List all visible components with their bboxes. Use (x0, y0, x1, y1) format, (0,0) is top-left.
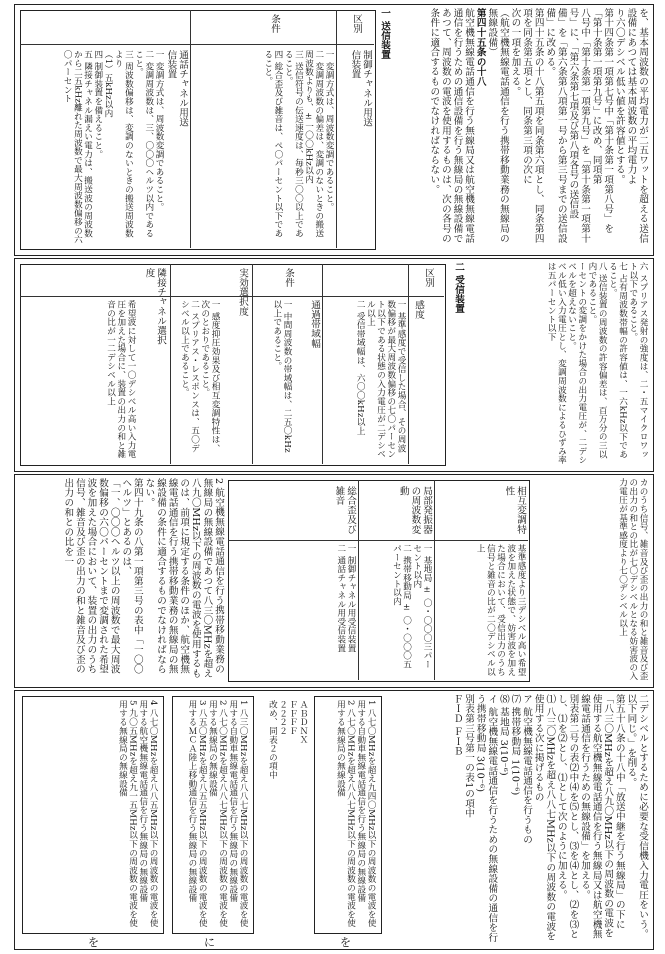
band4-right-2: 別表第二号の表⑵中⑷を⑸とし、⑶を⑷とし、⑵を⑶とし、⑴を⑵とし、⑴として次のように加える。 (555, 694, 579, 939)
band1-row-1-cond-0: 一 変調方式は、周波数変調であること。 (154, 50, 164, 212)
band2-row-2-cond-1: 二 スプリアス・レスポンスは、五〇デシベル以上であること。 (179, 300, 200, 453)
band2-row-3-conditions (24, 300, 136, 460)
band4-box-0-items (318, 700, 376, 928)
band4-right-4: ア 航空機無線電話通信を行うもの (521, 694, 533, 845)
band2-row-2-cond-0: 一 感度抑圧効果及び相互変調特性は、次のとおりであること。 (199, 300, 220, 453)
band4-right-1: 第五十八条の十八中「放送中継を行う無線局」の下に「八三〇MHzを超え八九〇MHz以下の周波数の電波を使用する航空機無線電話通信を行う無線局又は航空機無線電話通信を行うための無線設備」を加える。 (579, 694, 625, 939)
band4-right-7: イ 航空機無線電話通信を行うための無線設備の通信を行う携帯移動局 3(10⁻⁶) (474, 694, 498, 943)
band2-header-kubetsu: 区別 (423, 268, 434, 288)
band1-row-0-cond-1: 二 変調周波数の偏差は、変調のないときの搬送周波数よりも、±一〇〇kHz以内 (303, 50, 324, 238)
band4-box-1-item-2: 3 八五〇MHzを超え八五五MHz以下の周波数の電波を使用するＭＣＡ陸上移動通信を行う無線局の無線設備 (186, 700, 208, 928)
band2-row-0-cond-0: 一 基準感度で受信した場合、その周波数偏移が最大周波数偏移の七〇パーセント以下である状態の入力電圧が二デシベル以上 (365, 300, 406, 459)
band1-row-0-cond-3: 四 総合歪及び雑音は、ぺ〇パーセント以下であること。 (262, 50, 283, 238)
band2-header-joken: 条件 (283, 268, 294, 288)
band4-box-1-foot: に (204, 936, 215, 949)
band4-box-2-items (26, 700, 158, 928)
band1-table-row-divider (336, 10, 337, 248)
band3-left-text (20, 478, 224, 682)
band2-row-1-conditions (256, 300, 292, 460)
band1-para-4: 備」を「第六条第八項第一号から第三号までの送信設備」に改める。 (544, 8, 567, 244)
band3-left-para-2: 「一、〇〇〇ヘルツ以上の周波数で最大周波数偏移の六〇パーセントまで変調された希望波を加えた場合において、装置の出力のうち信号、雑音及び歪の出力の和と雑音及び歪の出力の和との比を一 (62, 478, 120, 674)
band1-text (390, 8, 648, 248)
band3-right-0: カのうち信号、雑音及び歪の出力の和と雑音及び歪の出力の和との比が七〇デシベルとなる妨害波の入力電圧が基準感度より七〇デシベル以上 (617, 478, 648, 681)
band2-row-3-cond-0: 希望波に対して一〇デシベル高い入力電圧を加えた場合に、装置の出力の和と雑音の比が一二デシベル以上 (105, 300, 136, 459)
band2-row-div-2 (252, 264, 253, 464)
band4-label-2: ２２２２ (277, 700, 288, 736)
band1-row-1-cond-1: 二 変調周波数は、三、〇〇〇ヘルツ以内であること。 (133, 50, 154, 238)
band4-box-2-item-1: 5 九〇五MHzを超え九一五MHz以下の周波数の電波を使用する無線局の無線設備 (117, 700, 138, 928)
band2-col-divider (408, 264, 409, 464)
band1-row-0-label: 制御チャネル用送信装置 (349, 50, 372, 127)
band2-right-2: 八 送信装置の周波数の許容偏差は、百万分の三以内であること。 (586, 262, 608, 459)
band1-row-1-label: 通話チャネル用送信装置 (165, 50, 188, 127)
band2-right-1: 七 占有周波数帯幅の許容値は、一六kHz以下であること。 (607, 262, 628, 459)
band1-row-0-conditions (194, 50, 334, 244)
band2-row-2-conditions (174, 300, 220, 460)
band1-header-kubetsu: 区別 (351, 14, 362, 34)
band1-row-0-cond-2: 三 送信符号の伝送速度は、毎秒三〇〇以上であること。 (283, 50, 304, 238)
band4-right-9: ＦＩＤ ＦＩＢ (451, 694, 463, 757)
band4-box-0-foot: を (340, 936, 351, 949)
band3-row-0-cond-0: 一 制御チャネル用受信装置 (346, 544, 356, 653)
band3-row-div-1 (434, 480, 435, 680)
band3-left-para-1: 第四十九条の八第一項第三号の表中「一〇〇ヘルツ」とあるのは、 (120, 478, 143, 674)
band3-row-1-label: 局部発振器の周波数変動 (397, 486, 432, 534)
band4-right-8: 別表第三号第一の表1の項中 (463, 694, 475, 818)
band2-right-3: ーセントの変調をかけた場合の出力電圧が、二デシベルを超えないこと。 (566, 262, 587, 465)
band3-row-div-2 (358, 480, 359, 680)
band1-section-title: 一 送信装置 (379, 8, 390, 60)
band2-row-0-label: 感度 (413, 300, 424, 320)
band4-right-0: 二デシベルとするために必要な受信機入力電圧をいう。以下同じ。」を削る。 (625, 694, 648, 939)
band2-right-0: 六 スプリアス発射の強度は、二・五マイクロワット以下であること。 (627, 262, 648, 459)
band1-table-header-line (20, 44, 374, 45)
band1-para-6: 次の一項を加える。 (509, 8, 521, 97)
band1-row-1-cond-4: 四 制御装置を備えること。 (92, 50, 103, 159)
band4-box-2-item-0: 4 八七〇MHzを超え八八五MHz以下の周波数の電波を使用する航空機無線電話通信を行う無線局の無線設備 (137, 700, 158, 928)
band1-header-joken: 条件 (269, 14, 280, 34)
band3-row-1-conditions (362, 544, 432, 676)
band2-right-4: ベル低い入力電圧とし、変調周波数によるひずみ率は五パーセント以下 (546, 262, 567, 465)
band4-right-5: ⑺ 携帯移動局 1(10⁻⁶) (509, 694, 521, 796)
band4-label-block (258, 700, 308, 928)
band2-row-2-label: 実効選択度 (237, 268, 248, 316)
band2-row-3-label: 隣接チャネル選択度 (143, 268, 166, 345)
band1-row-1-cond-3: （1）五kHz以内 (102, 50, 113, 118)
band3-row-2-conditions (438, 544, 526, 676)
band1-para-7: （航空機無線電話通信を行う携帯移動業務の無線局の無線設備） (486, 8, 509, 244)
band4-label-1: ＦＦＦＦ (287, 700, 298, 736)
band2-section-title: 二 受信装置 (453, 262, 464, 314)
band1-row-1-conditions (24, 50, 164, 244)
band4-right-6: ⑻ 基地局 3(10⁻⁶) (497, 694, 509, 776)
band4-label-3: 改め、同表２の項中 (267, 700, 278, 780)
band1-para-3: 八号中「第十条第一項第九号」を「第十条第一項第十号」に、「第六条第七項及び第八項各号の送信設 (567, 8, 591, 244)
band1-para-5: 第四十五条の十八第五項を同条第六項とし、同条第四項を同条第五項とし、同条第三項の次に (521, 8, 544, 244)
band3-left-para-0: 2 航空機無線電話通信を行う携帯移動業務の無線局の無線設備であつて八三〇MHzを超え八九〇MHz以下の周波数の電波を使用するものは、前項に規定する条件のほか、航空機無線電話通信を行う携帯移動業務の無線局の無線設備の条件に適合するものでなければならない。 (143, 478, 224, 679)
band4-label-0: ＡＢＤＮＸ (298, 700, 308, 744)
band4-box-1-item-1: 2 八七〇MHzを超え八八七MHz以下の周波数の電波を使用する無線局の無線設備 (207, 700, 228, 928)
band3-right-text (532, 478, 648, 682)
band4-box-2-foot: を (88, 936, 99, 949)
band3-row-0-conditions (232, 544, 356, 676)
band1-row-0-cond-0: 一 変調方式は、周波数変調であること。 (324, 50, 334, 212)
band4-box-1-items (176, 700, 248, 928)
band3-row-0-label: 総合歪及び雑音 (333, 486, 356, 534)
band1-row-1-cond-2: 三 周波数偏移は、変調のないときの搬送周波数より (113, 50, 134, 238)
band2-row-0-cond-1: 二 受信帯域幅は、六〇〇kHz以上 (355, 300, 366, 436)
band3-row-1-cond-0: 一 基地局 ± 〇・〇〇〇三パーセント以内 (411, 544, 432, 669)
band4-box-1-item-0: 1 八三〇MHzを超え八八七MHz以下の周波数の電波を使用する自動車無線電話通信を行う無線局の無線設備 (227, 700, 248, 928)
band3-row-1-cond-1: 二 携帯移動局 ± 〇・〇〇〇五パーセント以内 (391, 544, 412, 669)
band2-row-1-cond-0: 一 中間周波数の帯域幅は、二五〇kHz以上であること。 (271, 300, 292, 453)
band2-row-0-conditions (326, 300, 406, 460)
band3-row-2-cond-0: 基準感度より三デシベル高い希望波を加えた状態で、妨害波を加えた場合において、受信出力のうち信号と雑音の比が二〇デシベル以上 (475, 544, 526, 676)
band3-label-line (228, 540, 528, 541)
band2-row-1-label: 通過帯域幅 (309, 300, 320, 348)
band1-para-1: り六〇デシベル低い値を許容値とする。 (613, 8, 625, 185)
band1-para-0: を、基本周波数の平均電力が二五ワットを超える送信設備にあつては基本周波数の平均電力よ (625, 8, 648, 244)
band4-right-3: ⑴ 八三〇MHzを超え八八七MHz以下の周波数の電波を使用する次に掲げるもの (532, 694, 556, 941)
band2-row-div-3 (170, 264, 171, 464)
band1-para-8: 第四十五条の十八 (474, 8, 486, 87)
band2-row-div-1 (322, 264, 323, 464)
band1-para-2: 第十四条第一項第七号中「第十条第一項第八号」を「第十条第一項第九号」に改め、同項第 (590, 8, 614, 234)
band4-right-text (386, 694, 648, 944)
band4-box-0-item-0: 1 八七〇MHzを超え九四〇MHz以下の周波数の電波を使用する自動車無線電話通信を行う無線局の無線設備 (355, 700, 376, 928)
band3-row-0-cond-1: 二 通話チャネル用受信装置 (335, 544, 346, 653)
band3-row-2-label: 相互変調特性 (503, 486, 526, 534)
band1-table-row-divider-2 (190, 10, 191, 248)
band2-right-text (468, 262, 648, 466)
band1-para-9: 航空機無線電話通信を行う無線局又は航空機無線電話通信を行うための通信設備を行う無線局の無線設備であつて、周波数の電波を使用するものは、次の各号の条件に適合するものでなければならない。 (428, 8, 475, 244)
band4-box-0-item-1: 2 八七〇MHzを超え八八七MHz以下の周波数の電波を使用する無線局の無線設備 (335, 700, 356, 928)
band1-row-1-cond-5: 五 隣接チャネル漏えい電力は、搬送波の周波数から二五kHz離れた周波数で最大周波数偏移の六〇パーセント (62, 50, 93, 244)
